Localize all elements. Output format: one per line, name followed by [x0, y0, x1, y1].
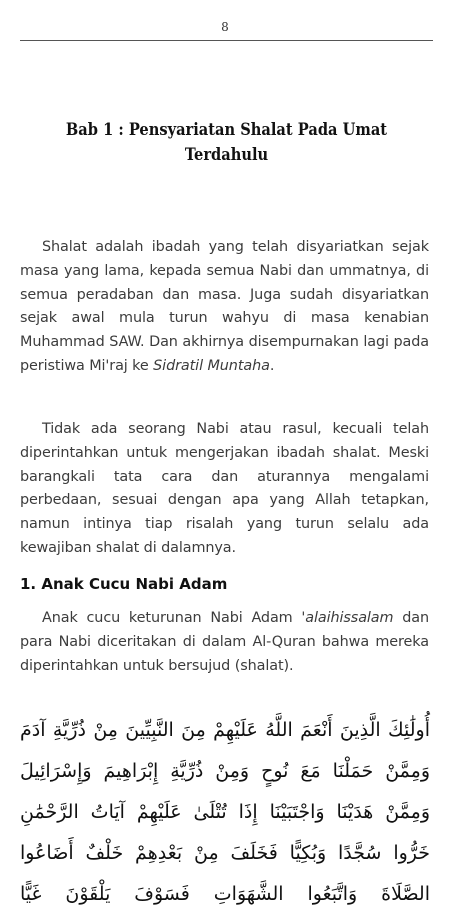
section-text-start: Anak cucu keturunan Nabi Adam	[42, 610, 302, 626]
intro-paragraph	[20, 236, 429, 379]
section-italic-term: 'alaihissalam	[301, 610, 394, 626]
chapter-title: Bab 1 : Pensyariatan Shalat Pada Umat Terdahulu	[65, 120, 388, 165]
intro-text: Shalat adalah ibadah yang telah disyariatkan sejak masa yang lama, kepada semua Nabi dan ummatnya, di semua peradaban dan masa. Juga sudah disyariatkan sejak awal mula turun wahyu di masa kenabian Muhammad SAW. Dan akhirnya disempurnakan lagi pada peristiwa Mi'raj ke	[20, 239, 429, 374]
intro-end: .	[269, 357, 275, 374]
section-heading: 1. Anak Cucu Nabi Adam	[20, 575, 228, 593]
intro-italic-term: Sidratil Muntaha	[153, 357, 270, 374]
header-divider	[20, 40, 433, 41]
page-number: 8	[221, 20, 229, 34]
quran-verse: أُولَٰئِكَ الَّذِينَ أَنْعَمَ اللَّهُ عَلَيْهِمْ مِنَ النَّبِيِّينَ مِنْ ذُرِّيَّةِ آدَمَ وَمِمَّنْ حَمَلْنَا مَعَ نُوحٍ وَمِنْ ذُرِّيَّةِ إِبْرَاهِيمَ وَإِسْرَائِيلَ وَمِمَّنْ هَدَيْنَا وَاجْتَبَيْنَا إِذَا تُتْلَىٰ عَلَيْهِمْ آيَاتُ الرَّحْمَٰنِ خَرُّوا سُجَّدًا وَبُكِيًّا فَخَلَفَ مِنْ بَعْدِهِمْ خَلْفٌ أَضَاعُوا الصَّلَاةَ وَاتَّبَعُوا الشَّهَوَاتِ فَسَوْفَ يَلْقَوْنَ غَيًّا	[20, 719, 430, 905]
section-paragraph	[20, 607, 429, 678]
section-text-rest: dan para Nabi diceritakan di dalam Al-Quran bahwa mereka diperintahkan untuk bersujud (shalat).	[20, 610, 430, 674]
second-paragraph: Tidak ada seorang Nabi atau rasul, kecuali telah diperintahkan untuk mengerjakan ibadah shalat. Meski barangkali tata cara dan aturannya mengalami perbedaan, sesuai dengan apa yang Allah tetapkan, namun intinya tiap risalah yang turun selalu ada kewajiban shalat di dalamnya.	[20, 421, 429, 556]
